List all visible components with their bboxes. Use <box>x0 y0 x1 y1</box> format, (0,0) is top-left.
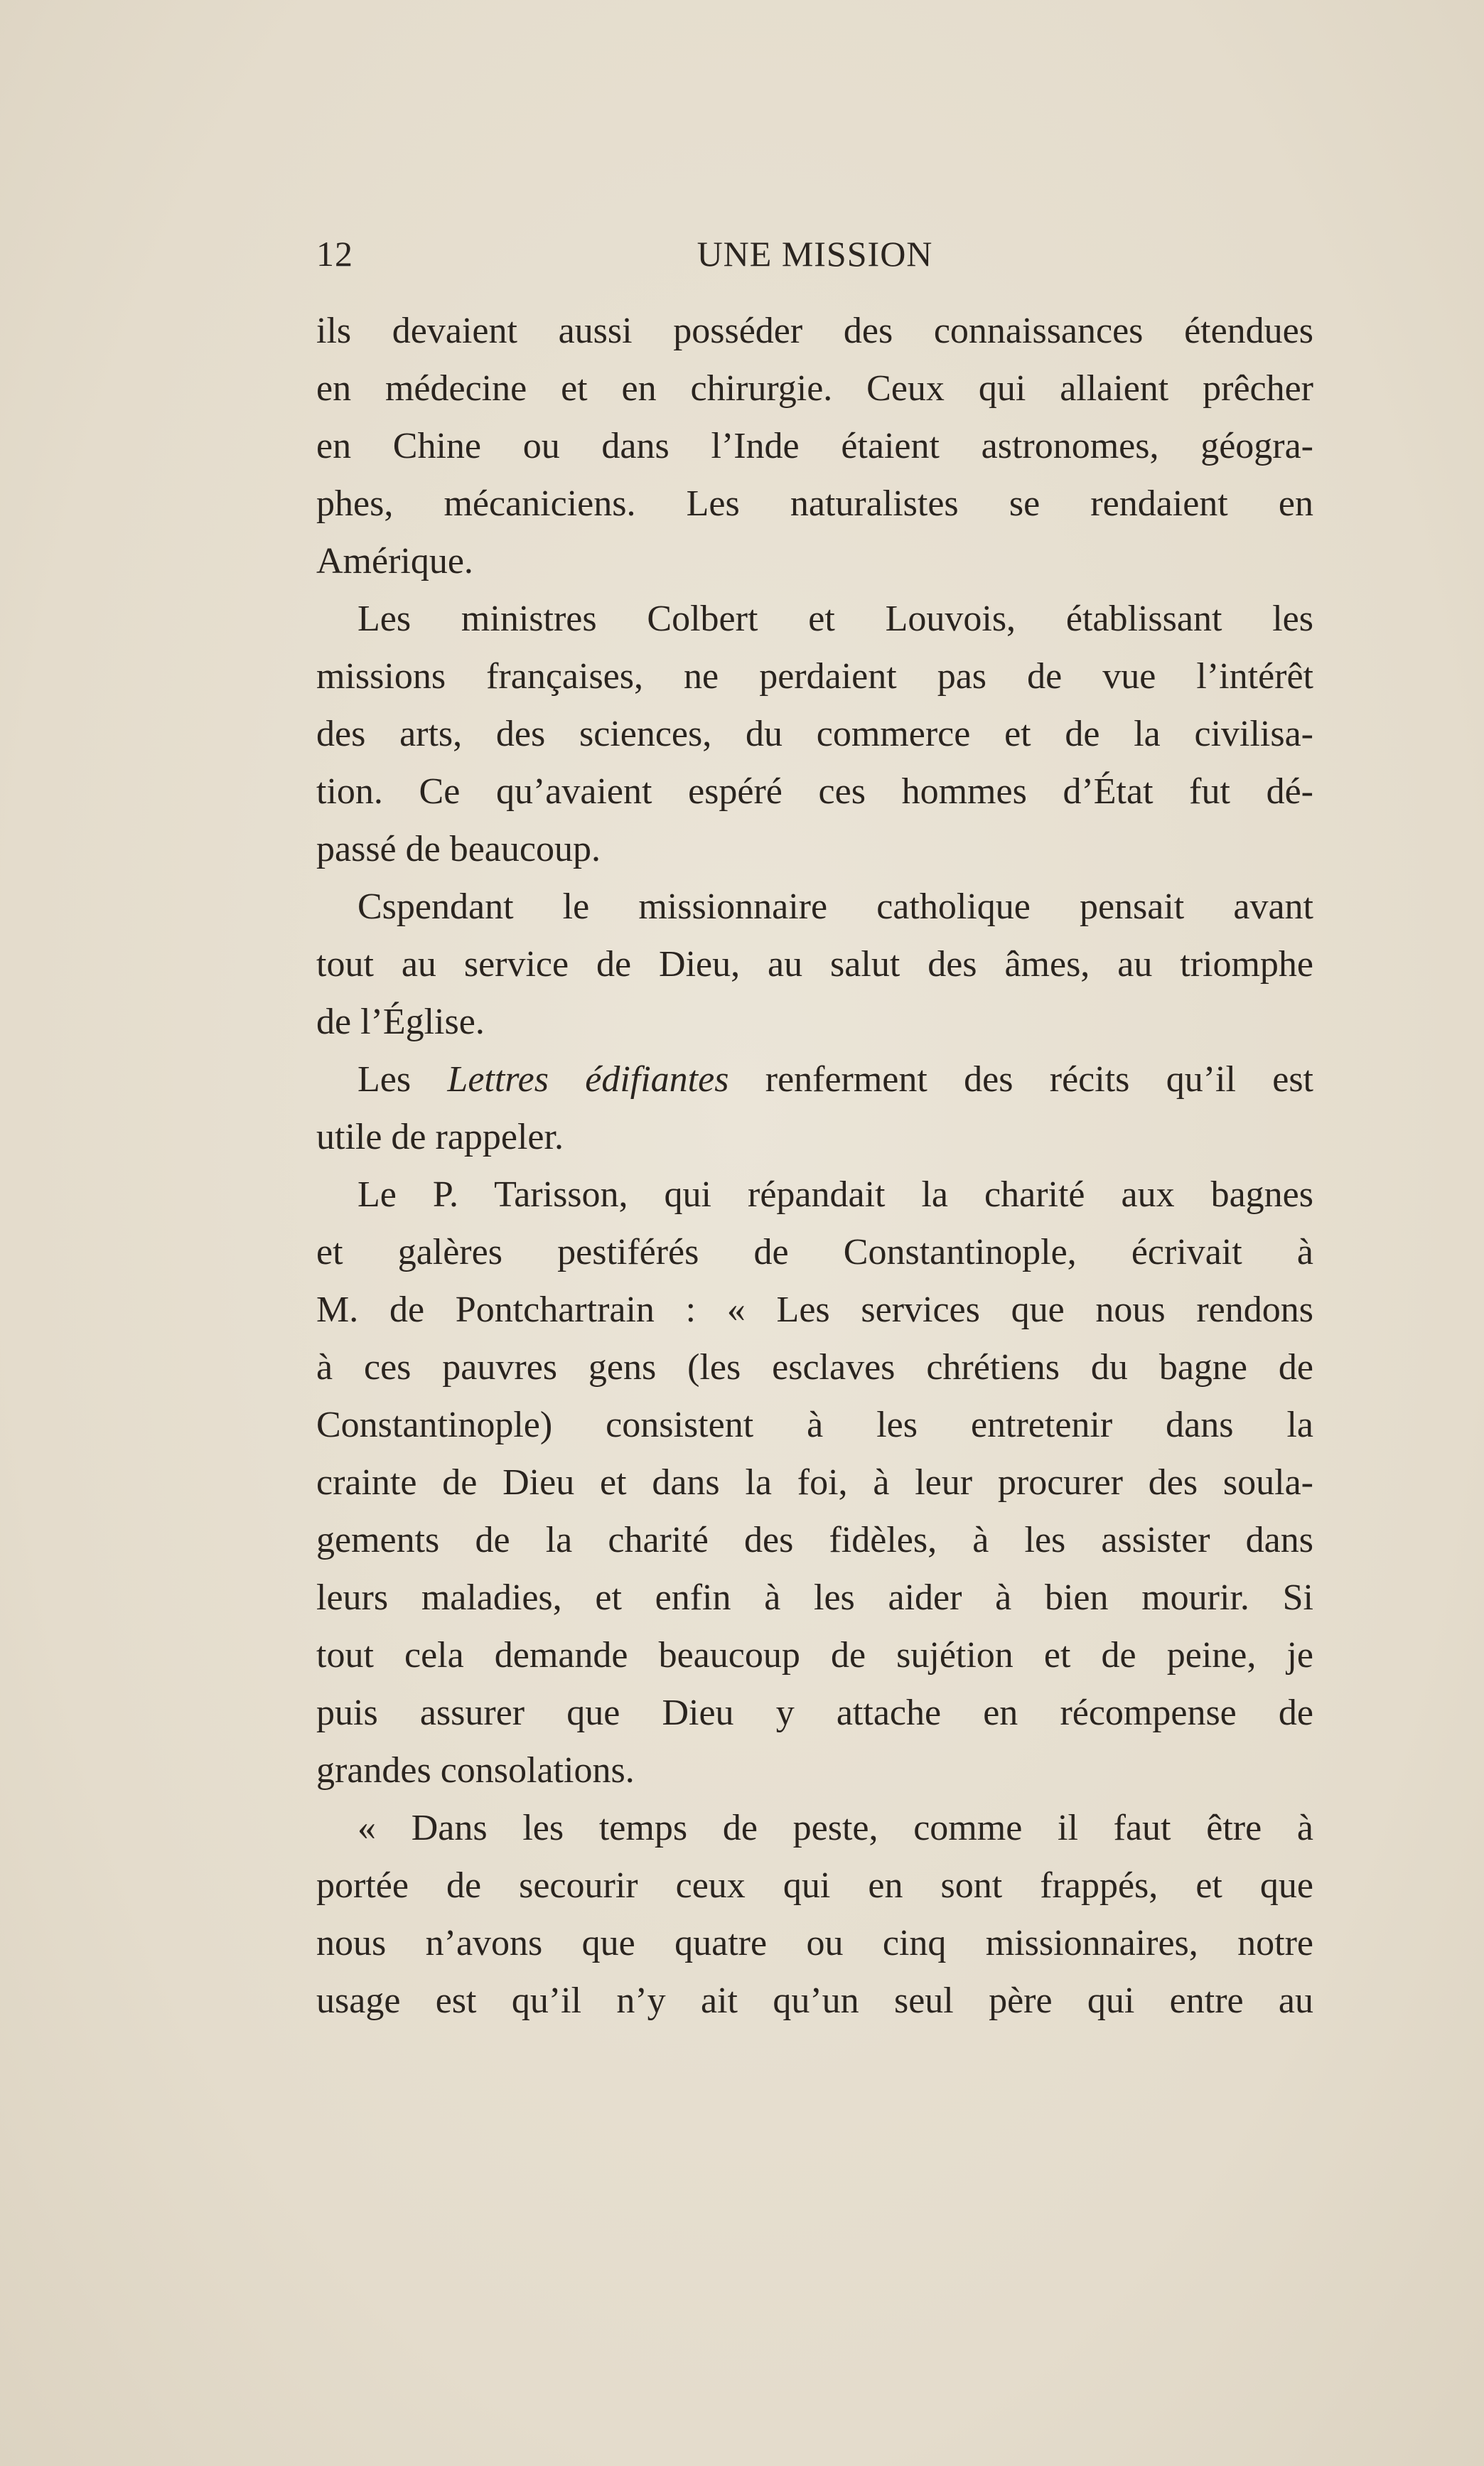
text-line: tout cela demande beaucoup de sujétion et de peine, je <box>316 1635 1313 1676</box>
page-number: 12 <box>316 234 353 274</box>
text-line: et galères pestiférés de Constantinople, écrivait à <box>316 1232 1313 1272</box>
text-line: missions françaises, ne perdaient pas de vue l’intérêt <box>316 656 1313 697</box>
text-line: à ces pauvres gens (les esclaves chrétiens du bagne de <box>316 1347 1313 1388</box>
text-line: crainte de Dieu et dans la foi, à leur procurer des soula- <box>316 1462 1313 1503</box>
paragraph-first-line: Le P. Tarisson, qui répandait la charité aux bagnes <box>357 1174 1313 1215</box>
text-line: phes, mécaniciens. Les naturalistes se rendaient en <box>316 483 1313 524</box>
italic-book-title: Lettres édifiantes <box>447 1059 729 1100</box>
text-after-title: renferment des récits qu’il est <box>728 1059 1313 1100</box>
text-line: puis assurer que Dieu y attache en récompense de <box>316 1693 1313 1733</box>
text-line: portée de secourir ceux qui en sont frappés, et que <box>316 1865 1313 1906</box>
text-line: leurs maladies, et enfin à les aider à bien mourir. Si <box>316 1577 1313 1618</box>
text-line: des arts, des sciences, du commerce et de la civilisa- <box>316 714 1313 754</box>
text-line: M. de Pontchartrain : « Les services que nous rendons <box>316 1290 1313 1330</box>
running-head <box>316 233 1313 283</box>
text-line: grandes consolations. <box>316 1750 635 1791</box>
paragraph-first-line: Les ministres Colbert et Louvois, établissant les <box>357 599 1313 639</box>
paragraph-first-line: Cspendant le missionnaire catholique pensait avant <box>357 886 1313 927</box>
paragraph-first-line <box>316 1051 1313 1108</box>
body-text <box>316 302 1313 2030</box>
text-before-title: Les <box>357 1059 448 1100</box>
text-line: tout au service de Dieu, au salut des âmes, au triomphe <box>316 944 1313 985</box>
text-line: usage est qu’il n’y ait qu’un seul père qui entre au <box>316 1980 1313 2021</box>
paragraph-first-line: « Dans les temps de peste, comme il faut être à <box>357 1808 1313 1848</box>
text-line: nous n’avons que quatre ou cinq missionnaires, notre <box>316 1923 1313 1963</box>
text-line: tion. Ce qu’avaient espéré ces hommes d’État fut dé- <box>316 771 1313 812</box>
text-line: ils devaient aussi posséder des connaissances étendues <box>316 311 1313 351</box>
text-line: gements de la charité des fidèles, à les assister dans <box>316 1520 1313 1560</box>
text-line: Constantinople) consistent à les entretenir dans la <box>316 1405 1313 1445</box>
text-line: en médecine et en chirurgie. Ceux qui allaient prêcher <box>316 368 1313 409</box>
text-line: utile de rappeler. <box>316 1117 564 1157</box>
running-title: UNE MISSION <box>697 234 933 274</box>
text-line: de l’Église. <box>316 1002 485 1042</box>
text-line: Amérique. <box>316 541 473 581</box>
text-line: en Chine ou dans l’Inde étaient astronomes, géogra- <box>316 426 1313 466</box>
text-line: passé de beaucoup. <box>316 829 601 869</box>
